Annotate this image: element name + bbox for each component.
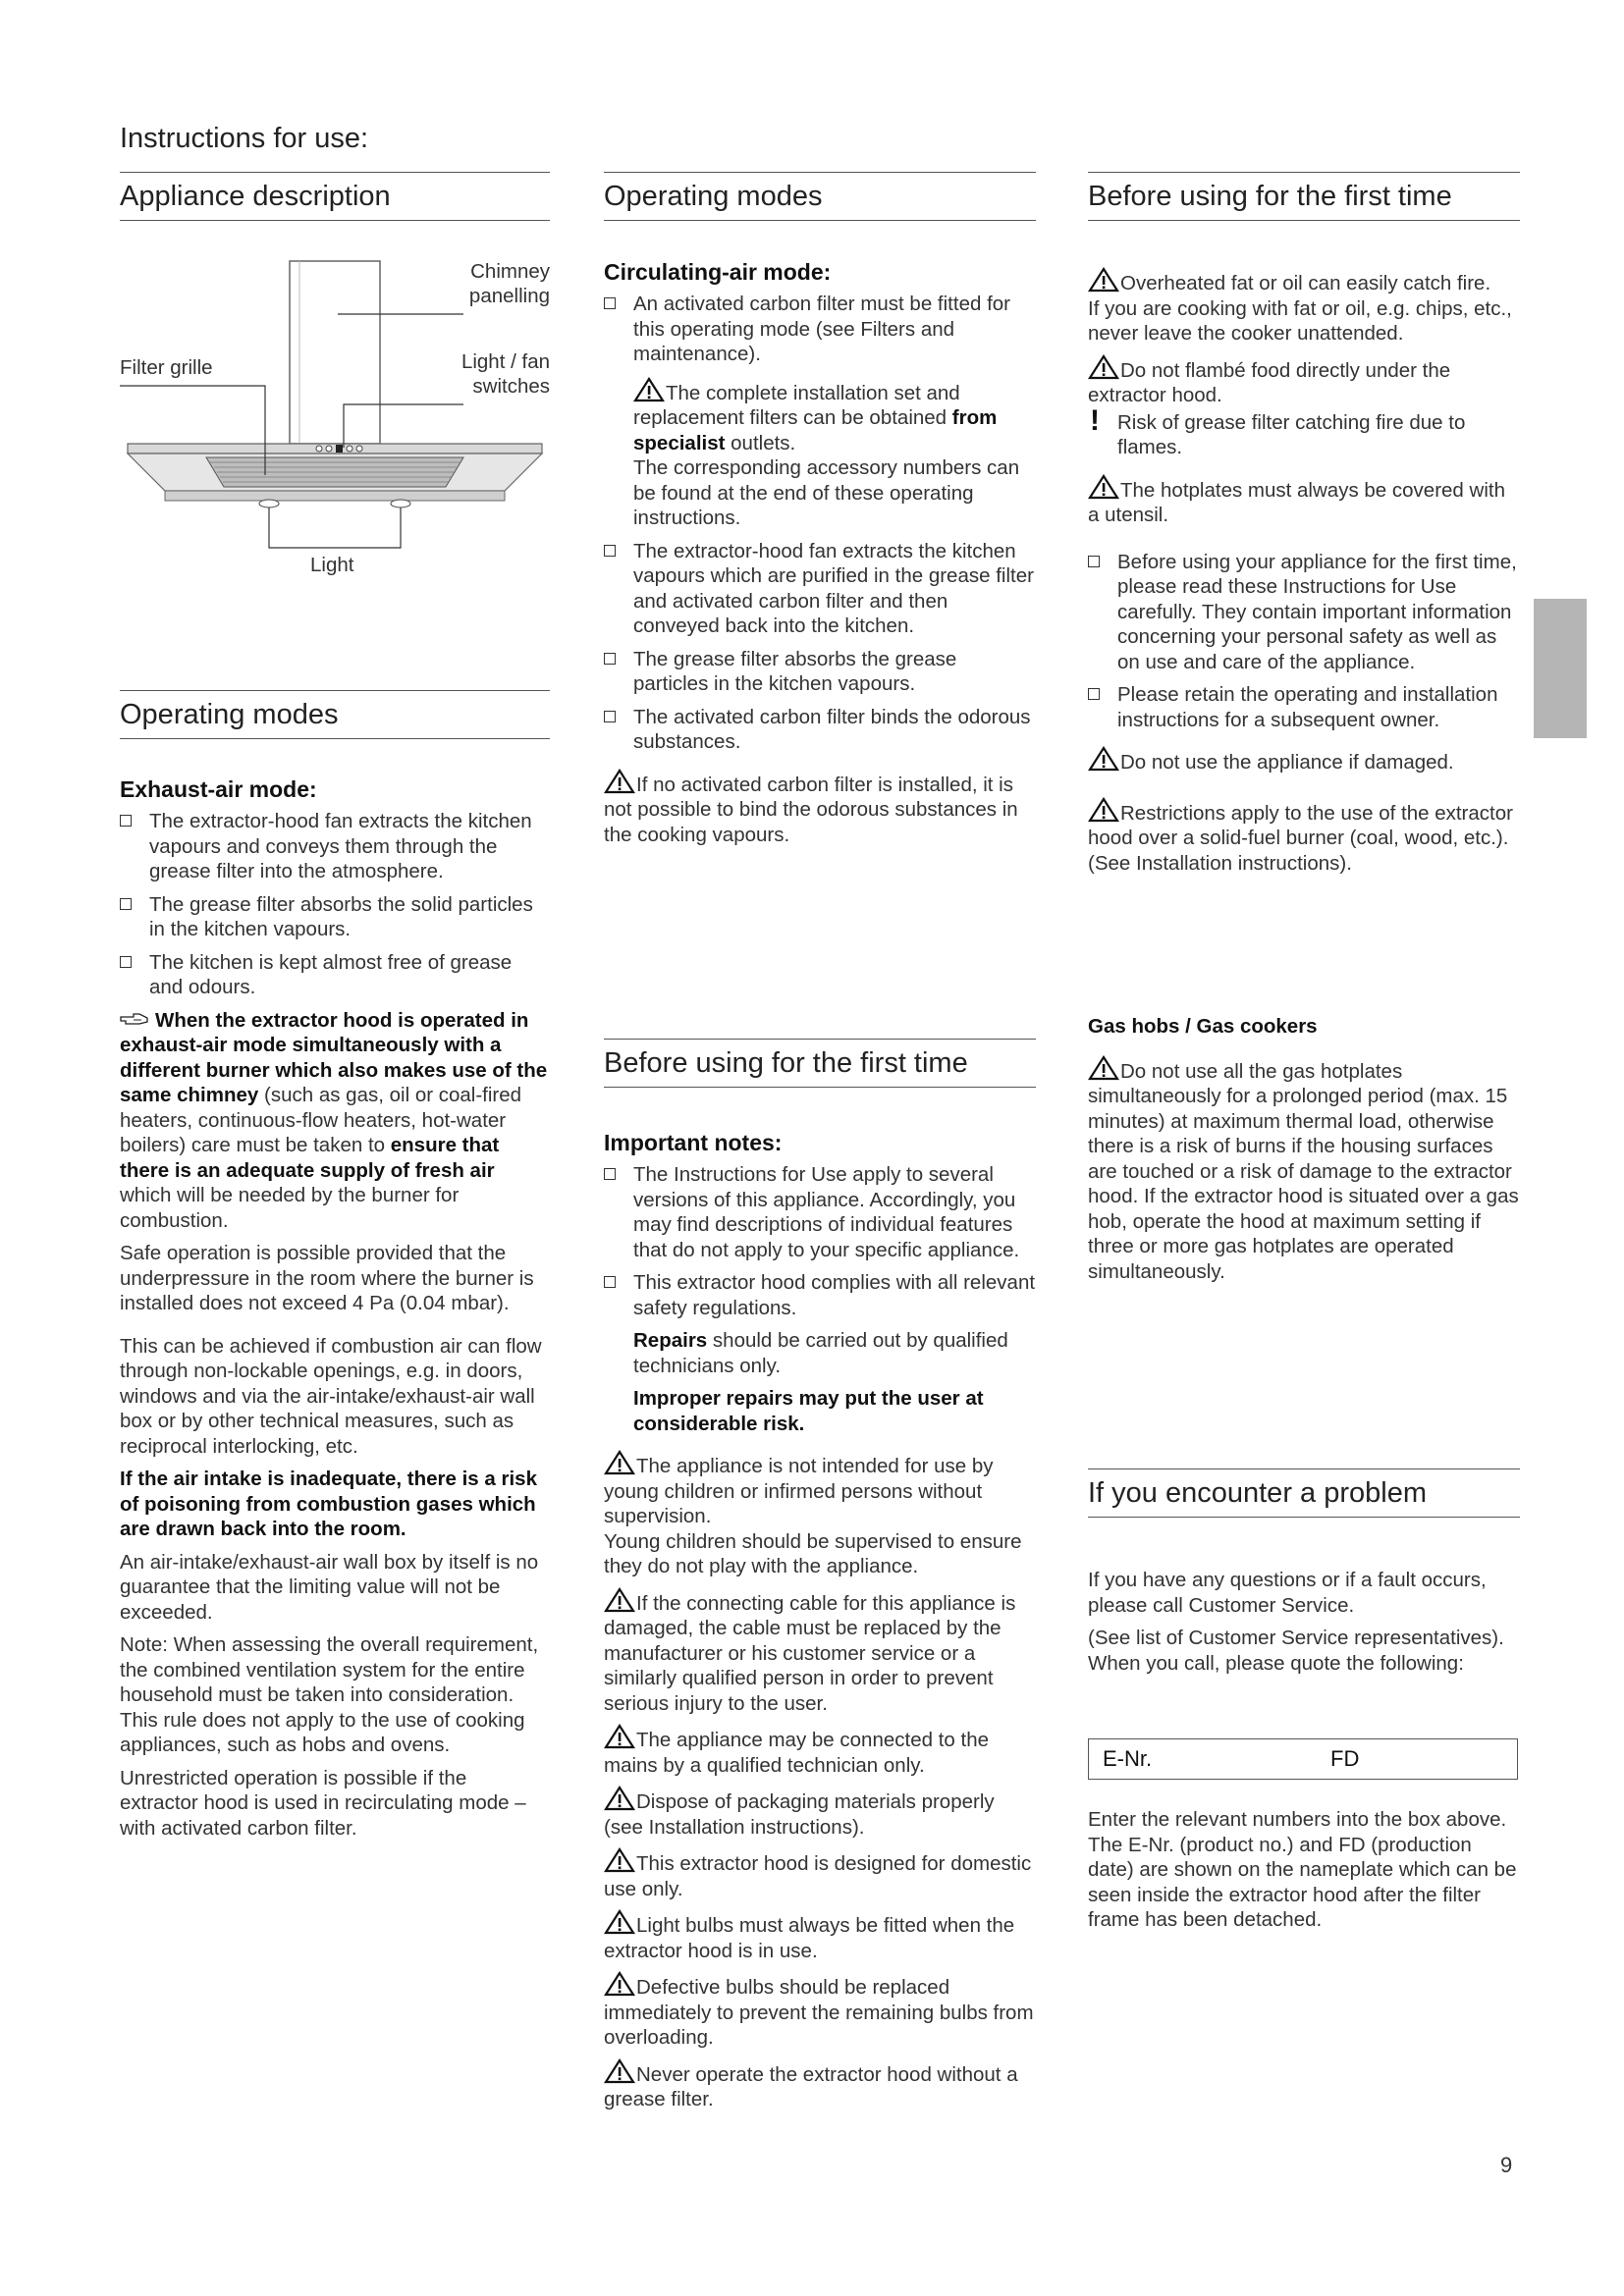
operating-modes-heading (604, 172, 1036, 221)
warning-icon (1088, 797, 1119, 823)
warning-icon (604, 2058, 635, 2084)
list-item: Please retain the operating and installation instructions for a subsequent owner. (1088, 682, 1520, 732)
paragraph-achieved: This can be achieved if combustion air can flow through non-lockable openings, e.g. in doors, windows and via the air-intake/exhaust-air wall box or by other technical measures, such as reciprocal interlocking, etc. (120, 1334, 542, 1458)
warning-defective-bulbs: Defective bulbs should be replaced immediately to prevent the remaining bulbs from overloading. (604, 1971, 1036, 2051)
exhaust-air-section (120, 775, 550, 1848)
warning-packaging: Dispose of packaging materials properly (see Installation instructions). (604, 1786, 1036, 1840)
list-item: An activated carbon filter must be fitted for this operating mode (see Filters and maintenance). (604, 292, 1036, 367)
risk-note: ! Risk of grease filter catching fire due to flames. (1090, 403, 1466, 458)
important-notes-section (604, 1129, 1036, 2120)
paragraph-inadequate: If the air intake is inadequate, there is a risk of poisoning from combustion gases which are drawn back into the room. (120, 1468, 537, 1540)
paragraph-young-children: Young children should be supervised to ensure they do not play with the appliance. (604, 1529, 1022, 1577)
pointing-hand-icon (120, 1011, 149, 1027)
warning-damaged: Do not use the appliance if damaged. (1088, 746, 1520, 775)
warning-icon (604, 769, 635, 794)
checkbox-bullet (604, 1168, 616, 1180)
warning-icon (604, 1450, 635, 1475)
paragraph-fat-unattended: If you are cooking with fat or oil, e.g. chips, etc., never leave the cooker unattended. (1088, 296, 1512, 345)
page-number: 9 (1500, 2153, 1513, 2177)
subsection-title: Circulating-air mode: (604, 259, 832, 285)
label-chimney: Chimney panelling (468, 260, 550, 307)
fd-label: FD (1330, 1746, 1360, 1771)
enr-instructions (1088, 1807, 1520, 1941)
warning-flambe: Do not flambé food directly under the extractor hood. (1088, 354, 1520, 408)
paragraph-safe-operation: Safe operation is possible provided that the underpressure in the room where the burner is installed does not exceed 4 Pa (0.04 mbar). (120, 1242, 534, 1314)
checkbox-bullet (120, 898, 132, 910)
repairs-note: Repairs should be carried out by qualified technicians only. (633, 1329, 1008, 1377)
section-title: Operating modes (604, 181, 823, 212)
checkbox-bullet (604, 653, 616, 665)
list-item: The grease filter absorbs the solid particles in the kitchen vapours. (120, 892, 550, 942)
gas-hobs-section (1088, 1014, 1520, 1292)
before-first-use-heading (1088, 172, 1520, 221)
chimney-note: When the extractor hood is operated in exhaust-air mode simultaneously with a different burner which also makes use of the same chimney (such as gas, oil or coal-fired heaters, continuous-flow heaters, hot-water boilers) care must be taken to ensure that there is an adequate supply of fresh air which will be needed by the burner for combustion. (120, 1008, 548, 1232)
problem-heading (1088, 1468, 1520, 1518)
operating-modes-heading (120, 690, 550, 739)
warning-light-bulbs: Light bulbs must always be fitted when the extractor hood is in use. (604, 1909, 1036, 1963)
checkbox-bullet (604, 545, 616, 557)
subsection-title: Exhaust-air mode: (120, 776, 317, 802)
warning-cable: If the connecting cable for this appliance is damaged, the cable must be replaced by the manufacturer or his customer service or a similarly qualified person in order to prevent serious injury to the user. (604, 1587, 1036, 1717)
warning-fat: Overheated fat or oil can easily catch fire. (1088, 267, 1520, 296)
list-item: The extractor-hood fan extracts the kitchen vapours and conveys them through the grease filter into the atmosphere. (120, 809, 550, 884)
warning-icon (604, 1971, 635, 1997)
warning-hotplates: The hotplates must always be covered with a utensil. (1088, 474, 1520, 528)
warning-grease-filter: Never operate the extractor hood without a grease filter. (604, 2058, 1036, 2112)
appliance-description-heading (120, 172, 550, 221)
list-item: The Instructions for Use apply to several versions of this appliance. Accordingly, you may find descriptions of individual features that do not apply to your specific appliance. (604, 1162, 1036, 1262)
list-item: This extractor hood complies with all relevant safety regulations. (604, 1270, 1036, 1320)
paragraph-customer-service: If you have any questions or if a fault occurs, please call Customer Service. (1088, 1569, 1487, 1617)
checkbox-bullet (120, 956, 132, 968)
checkbox-bullet (120, 815, 132, 827)
warning-icon (1088, 354, 1119, 380)
label-filter-grille: Filter grille (120, 356, 213, 379)
checkbox-bullet (604, 711, 616, 722)
warning-no-carbon-filter: If no activated carbon filter is installed, it is not possible to bind the odorous substances in the cooking vapours. (604, 769, 1036, 848)
paragraph-wall-box: An air-intake/exhaust-air wall box by itself is no guarantee that the limiting value will not be exceeded. (120, 1550, 539, 1624)
paragraph-note: Note: When assessing the overall requirement, the combined ventilation system for the entire household must be taken into consideration. This rule does not apply to the use of cooking appliances, such as hobs and ovens. (120, 1633, 539, 1756)
section-title: If you encounter a problem (1088, 1477, 1427, 1509)
section-title: Before using for the first time (604, 1047, 968, 1079)
warning-icon (1088, 474, 1119, 500)
warning-icon (1088, 267, 1119, 293)
first-use-warnings (1088, 267, 1520, 883)
warning-icon (604, 1847, 635, 1873)
exclamation-icon: ! (1090, 403, 1100, 437)
warning-icon (633, 377, 665, 402)
paragraph-quote: When you call, please quote the following: (1088, 1651, 1464, 1675)
checkbox-bullet (1088, 688, 1100, 700)
section-title: Appliance description (120, 181, 391, 212)
warning-icon (604, 1786, 635, 1811)
section-title: Operating modes (120, 699, 339, 730)
list-item: The kitchen is kept almost free of grease and odours. (120, 950, 550, 1000)
paragraph-enter-numbers: Enter the relevant numbers into the box above. The E-Nr. (product no.) and FD (production date) are shown on the nameplate which can be seen inside the extractor hood after the filter frame has been detached. (1088, 1808, 1517, 1931)
list-item: The extractor-hood fan extracts the kitchen vapours which are purified in the grease filter and activated carbon filter and then conveyed back into the kitchen. (604, 539, 1036, 639)
warning-mains: The appliance may be connected to the mains by a qualified technician only. (604, 1724, 1036, 1778)
checkbox-bullet (604, 297, 616, 309)
list-item: The grease filter absorbs the grease particles in the kitchen vapours. (604, 647, 1036, 697)
list-item: The activated carbon filter binds the odorous substances. (604, 705, 1036, 755)
paragraph-service-list: (See list of Customer Service representatives). (1088, 1627, 1504, 1649)
side-tab-marker (1534, 599, 1587, 738)
subsection-title: Gas hobs / Gas cookers (1088, 1015, 1318, 1038)
label-switches: Light / fan switches (460, 350, 550, 398)
label-light: Light (310, 554, 354, 576)
enr-fd-box (1088, 1738, 1518, 1780)
warning-icon (604, 1909, 635, 1935)
checkbox-bullet (604, 1276, 616, 1288)
checkbox-bullet (1088, 556, 1100, 567)
warning-installation-set: The complete installation set and replacement filters can be obtained from specialist outlets. The corresponding accessory numbers can be found at the end of these operating instructions. (604, 377, 1036, 531)
warning-restrictions: Restrictions apply to the use of the extractor hood over a solid-fuel burner (coal, wood, etc.). (See Installation instructions). (1088, 797, 1520, 877)
before-first-use-heading (604, 1039, 1036, 1088)
hood-diagram (120, 255, 550, 589)
subsection-title: Important notes: (604, 1130, 783, 1155)
section-title: Before using for the first time (1088, 181, 1452, 212)
paragraph-unrestricted: Unrestricted operation is possible if the extractor hood is used in recirculating mode – with activated carbon filter. (120, 1766, 526, 1840)
page-header: Instructions for use: (120, 123, 369, 154)
warning-icon (1088, 746, 1119, 772)
warning-icon (604, 1724, 635, 1749)
improper-repairs-note: Improper repairs may put the user at considerable risk. (633, 1387, 984, 1435)
enr-label: E-Nr. (1103, 1746, 1153, 1771)
problem-section (1088, 1568, 1520, 1683)
warning-domestic-use: This extractor hood is designed for domestic use only. (604, 1847, 1036, 1901)
warning-icon (1088, 1055, 1119, 1081)
warning-children: The appliance is not intended for use by young children or infirmed persons without supervision. (604, 1450, 1036, 1529)
warning-gas-hotplates: Do not use all the gas hotplates simultaneously for a prolonged period (max. 15 minutes) at maximum thermal load, otherwise there is a risk of burns if the housing surfaces are touched or a risk of damage to the extractor hood. If the extractor hood is situated over a gas hob, operate the hood at maximum setting if three or more gas hotplates are operated simultaneously. (1088, 1055, 1520, 1285)
warning-icon (604, 1587, 635, 1613)
list-item: Before using your appliance for the first time, please read these Instructions for Use carefully. They contain important information concerning your personal safety as well as on use and care of the appliance. (1088, 550, 1520, 675)
circulating-air-section (604, 258, 1036, 855)
